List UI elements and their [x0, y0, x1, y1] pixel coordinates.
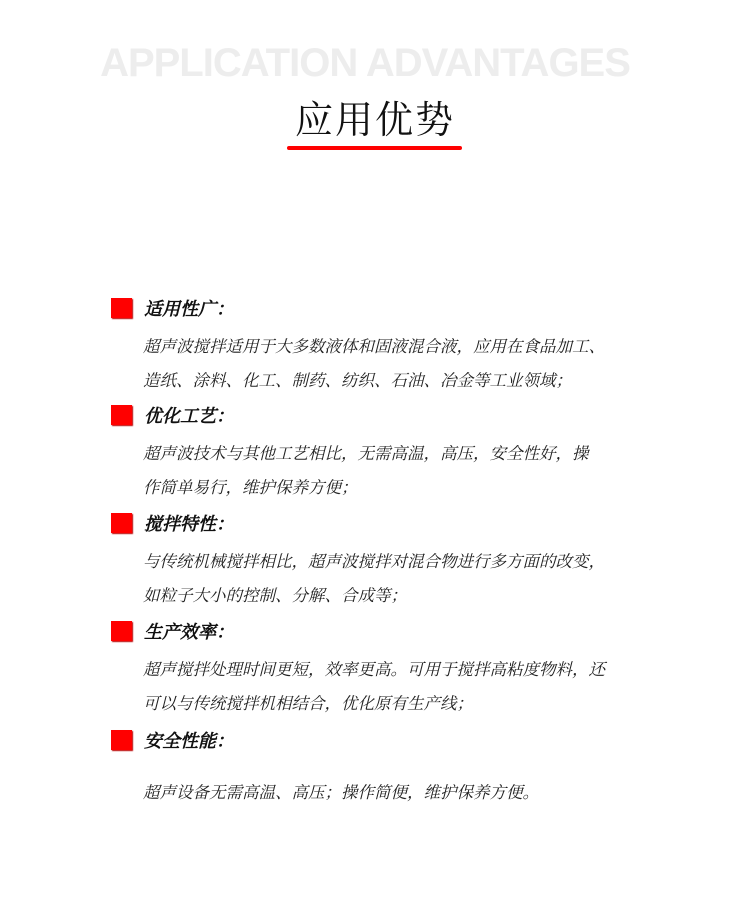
- section-applicability: [111, 296, 711, 398]
- section-title: 搅拌特性：: [144, 514, 234, 535]
- body-line: 造纸、涂料、化工、制药、纺织、石油、冶金等工业领域；: [143, 371, 572, 390]
- section-stirring: [111, 511, 711, 613]
- body-line: 可以与传统搅拌机相结合，优化原有生产线；: [143, 694, 473, 713]
- body-line: 超声波搅拌适用于大多数液体和固液混合液，应用在食品加工、: [143, 337, 605, 356]
- body-line: 超声波技术与其他工艺相比，无需高温，高压，安全性好，操: [143, 444, 589, 463]
- body-line: 如粒子大小的控制、分解、合成等；: [143, 586, 407, 605]
- red-square-icon: [111, 621, 132, 641]
- section-title: 适用性广：: [144, 299, 234, 320]
- section-title: 安全性能：: [144, 731, 234, 752]
- page-title: 应用优势: [294, 98, 455, 142]
- body-line: 超声搅拌处理时间更短，效率更高。可用于搅拌高粘度物料，还: [143, 660, 605, 679]
- body-line: 与传统机械搅拌相比，超声波搅拌对混合物进行多方面的改变，: [143, 552, 605, 571]
- red-square-icon: [111, 513, 132, 533]
- title-underline: [287, 146, 462, 150]
- red-square-icon: [111, 730, 132, 750]
- background-title: APPLICATION ADVANTAGES: [100, 41, 630, 85]
- section-efficiency: [111, 619, 711, 721]
- red-square-icon: [111, 298, 132, 318]
- red-square-icon: [111, 405, 132, 425]
- section-process: [111, 403, 711, 505]
- body-line: 作简单易行，维护保养方便；: [143, 478, 358, 497]
- section-title: 优化工艺：: [144, 406, 234, 427]
- section-title: 生产效率：: [144, 622, 234, 643]
- body-line: 超声设备无需高温、高压；操作简便，维护保养方便。: [143, 783, 539, 802]
- section-safety: [111, 728, 711, 810]
